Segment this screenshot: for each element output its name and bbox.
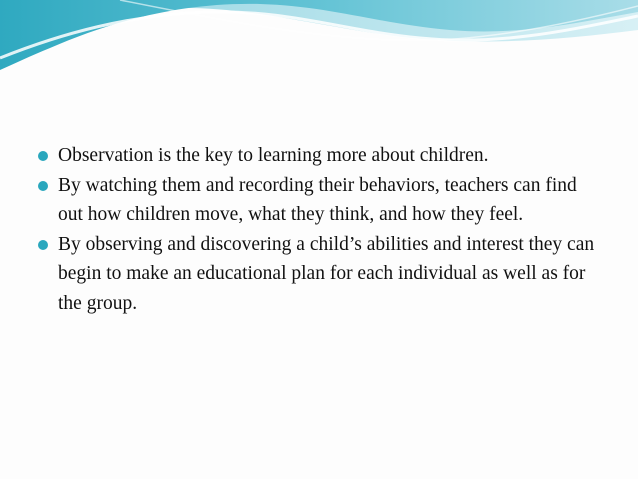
bullet-dot-icon bbox=[38, 151, 48, 161]
bullet-dot-icon bbox=[38, 240, 48, 250]
bullet-item bbox=[36, 230, 596, 319]
bullet-item bbox=[36, 141, 596, 171]
bullet-text: Observation is the key to learning more about children. bbox=[58, 145, 489, 166]
bullet-item bbox=[36, 171, 596, 230]
bullet-text: By watching them and recording their behaviors, teachers can find out how children move, what they think, and how they feel. bbox=[58, 174, 577, 225]
bullet-dot-icon bbox=[38, 181, 48, 191]
bullet-text: By observing and discovering a child’s abilities and interest they can begin to make an educational plan for each individual as well as for the group. bbox=[58, 233, 595, 314]
bullet-list bbox=[36, 141, 596, 318]
wave-header-decoration bbox=[0, 0, 638, 80]
